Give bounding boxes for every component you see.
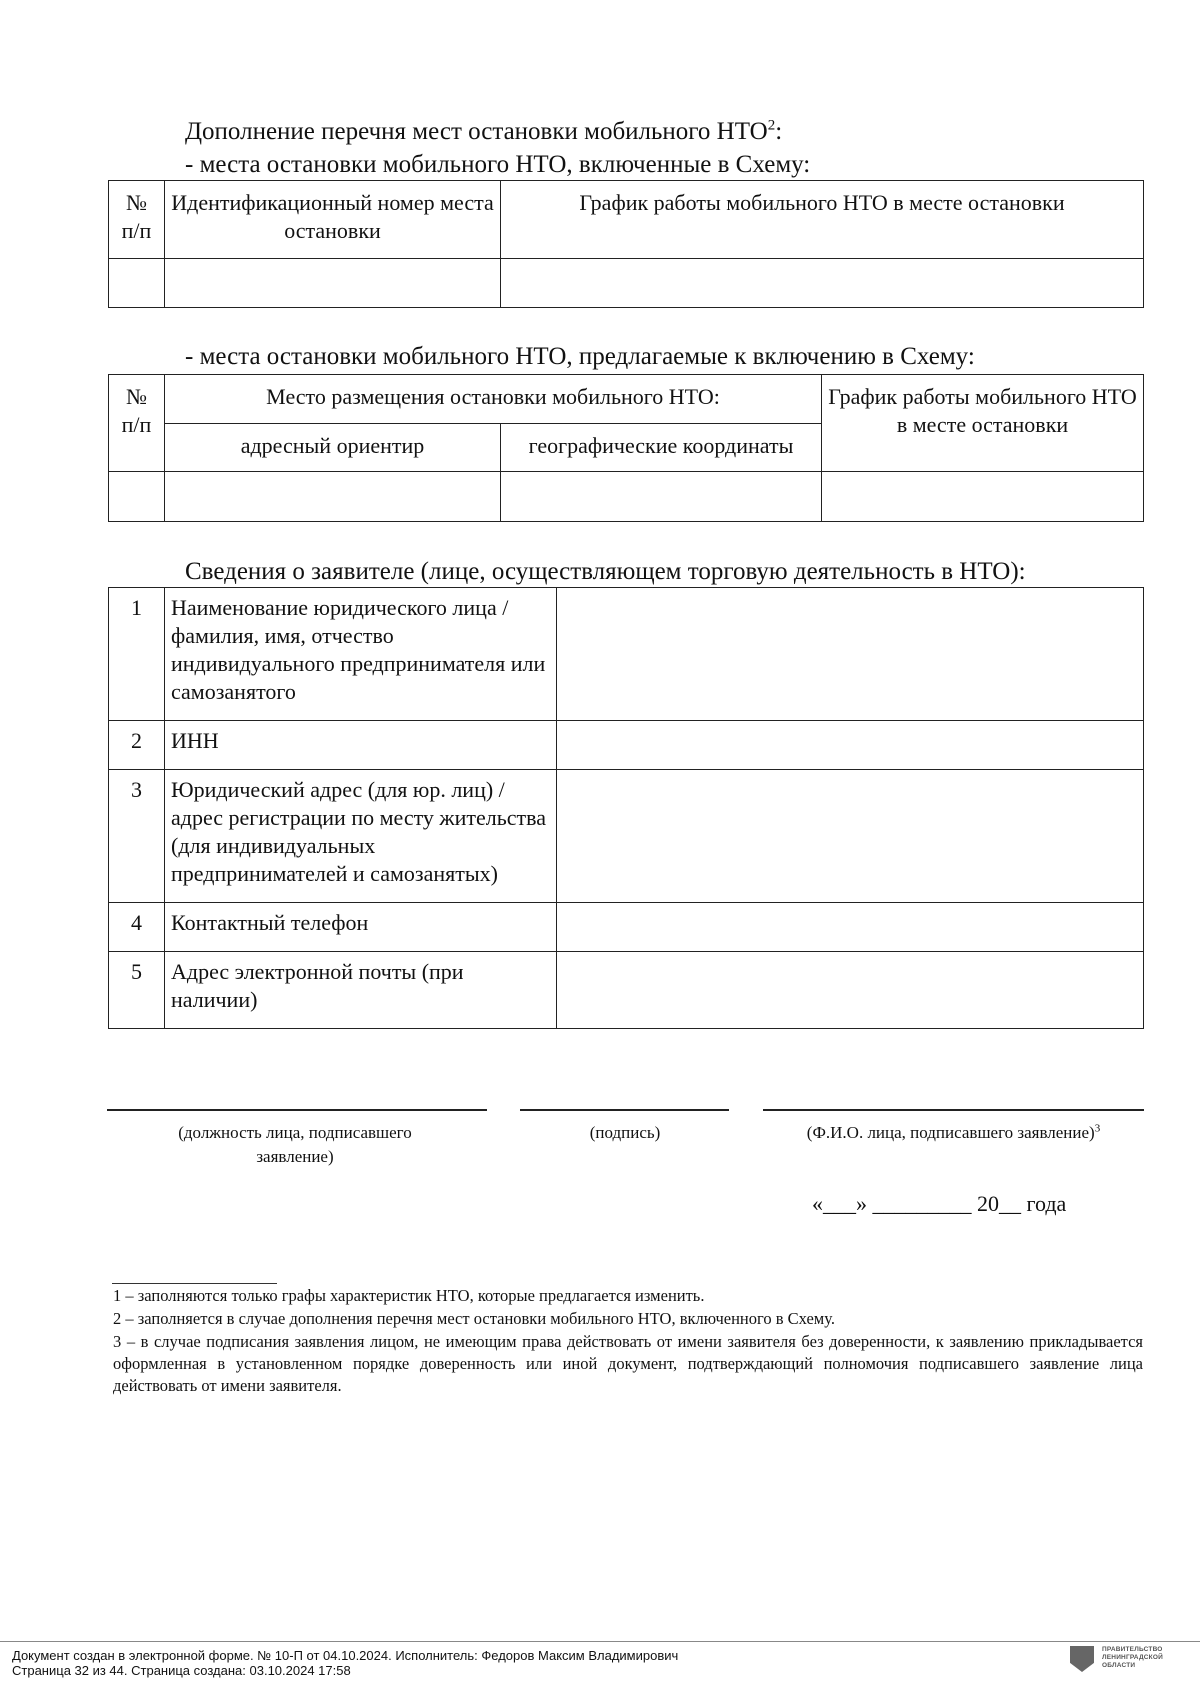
col-header-id: Идентификационный номер места остановки xyxy=(165,181,501,259)
section1-title: Дополнение перечня мест остановки мобильного НТО xyxy=(185,118,768,145)
footer-line-1: Документ создан в электронной форме. № 10-П от 04.10.2024. Исполнитель: Федоров Максим Владимирович xyxy=(12,1648,679,1663)
fio-label: (Ф.И.О. лица, подписавшего заявление) xyxy=(806,1123,1095,1142)
logo-text-line: ЛЕНИНГРАДСКОЙ xyxy=(1102,1654,1163,1661)
row-number: 4 xyxy=(109,903,165,952)
table-row xyxy=(109,259,1144,308)
col-header-schedule: График работы мобильного НТО в месте остановки xyxy=(501,181,1144,259)
table-row xyxy=(109,952,1144,1029)
table-row xyxy=(109,472,1144,522)
footer-divider xyxy=(0,1641,1200,1642)
section2-subtitle: - места остановки мобильного НТО, предлагаемые к включению в Схему: xyxy=(185,343,975,370)
applicant-info-table xyxy=(108,587,1144,1029)
position-signature-line[interactable] xyxy=(107,1109,487,1111)
row-label: Юридический адрес (для юр. лиц) / адрес регистрации по месту жительства (для индивидуальных предпринимателей и самозанятых) xyxy=(165,770,557,903)
row-label: Адрес электронной почты (при наличии) xyxy=(165,952,557,1029)
signature-label: (подпись) xyxy=(589,1123,661,1142)
row-label: ИНН xyxy=(165,721,557,770)
footnote-2: 2 – заполняется в случае дополнения перечня мест остановки мобильного НТО, включенного в Схему. xyxy=(113,1309,835,1328)
row-label: Контактный телефон xyxy=(165,903,557,952)
section1-title-colon: : xyxy=(775,118,783,145)
fio-label-line xyxy=(763,1121,1144,1145)
value-cell[interactable] xyxy=(557,721,1144,770)
empty-cell-schedule[interactable] xyxy=(822,472,1144,522)
row-number: 2 xyxy=(109,721,165,770)
table-row xyxy=(109,770,1144,903)
value-cell[interactable] xyxy=(557,770,1144,903)
document-footer xyxy=(12,1648,678,1678)
footnote-ref-2: 2 xyxy=(767,117,776,134)
col-header-num: № п/п xyxy=(109,375,165,472)
col-header-num: № п/п xyxy=(109,181,165,259)
fio-signature-line[interactable] xyxy=(763,1109,1144,1111)
section1-subtitle: - места остановки мобильного НТО, включенные в Схему: xyxy=(185,151,811,178)
value-cell[interactable] xyxy=(557,588,1144,721)
table-row xyxy=(109,721,1144,770)
value-cell[interactable] xyxy=(557,952,1144,1029)
logo-text-line: ПРАВИТЕЛЬСТВО xyxy=(1102,1646,1163,1653)
empty-cell-schedule[interactable] xyxy=(501,259,1144,308)
empty-cell-id[interactable] xyxy=(165,259,501,308)
footnote-1: 1 – заполняются только графы характеристик НТО, которые предлагается изменить. xyxy=(113,1286,705,1305)
included-stops-table xyxy=(108,180,1144,308)
col-header-address: адресный ориентир xyxy=(165,424,501,472)
footnote-ref-3: 3 xyxy=(1094,1122,1101,1135)
position-label: (должность лица, подписавшего заявление) xyxy=(178,1123,412,1166)
row-number: 5 xyxy=(109,952,165,1029)
empty-cell-num[interactable] xyxy=(109,472,165,522)
table-row xyxy=(109,903,1144,952)
table-row xyxy=(109,588,1144,721)
empty-cell-num[interactable] xyxy=(109,259,165,308)
table-header-row xyxy=(109,375,1144,424)
logo-text-line: ОБЛАСТИ xyxy=(1102,1662,1136,1669)
logo-text xyxy=(1102,1646,1163,1670)
empty-cell-coords[interactable] xyxy=(501,472,822,522)
signature-line[interactable] xyxy=(520,1109,729,1111)
row-number: 1 xyxy=(109,588,165,721)
row-label: Наименование юридического лица / фамилия, имя, отчество индивидуального предпринимателя или самозанятого xyxy=(165,588,557,721)
footnote-3: 3 – в случае подписания заявления лицом, не имеющим права действовать от имени заявителя без доверенности, к заявлению прикладывается оформленная в установленном порядке доверенность или иной документ, подтверждающий полномочия подписавшего заявление лица действовать от имени заявителя. xyxy=(113,1332,1143,1395)
government-logo xyxy=(1070,1646,1163,1672)
empty-cell-address[interactable] xyxy=(165,472,501,522)
footer-line-2: Страница 32 из 44. Страница создана: 03.10.2024 17:58 xyxy=(12,1663,351,1678)
col-header-coords: географические координаты xyxy=(501,424,822,472)
section3-title: Сведения о заявителе (лице, осуществляющем торговую деятельность в НТО): xyxy=(185,558,1026,585)
value-cell[interactable] xyxy=(557,903,1144,952)
coat-of-arms-icon xyxy=(1070,1646,1094,1672)
row-number: 3 xyxy=(109,770,165,903)
table-header-row xyxy=(109,181,1144,259)
col-header-place: Место размещения остановки мобильного НТО: xyxy=(165,375,822,424)
col-header-schedule: График работы мобильного НТО в месте остановки xyxy=(822,375,1144,472)
footnote-divider xyxy=(112,1283,277,1284)
section1-title-line xyxy=(185,117,782,147)
date-line: «___» _________ 20__ года xyxy=(812,1191,1067,1216)
proposed-stops-table xyxy=(108,374,1144,522)
